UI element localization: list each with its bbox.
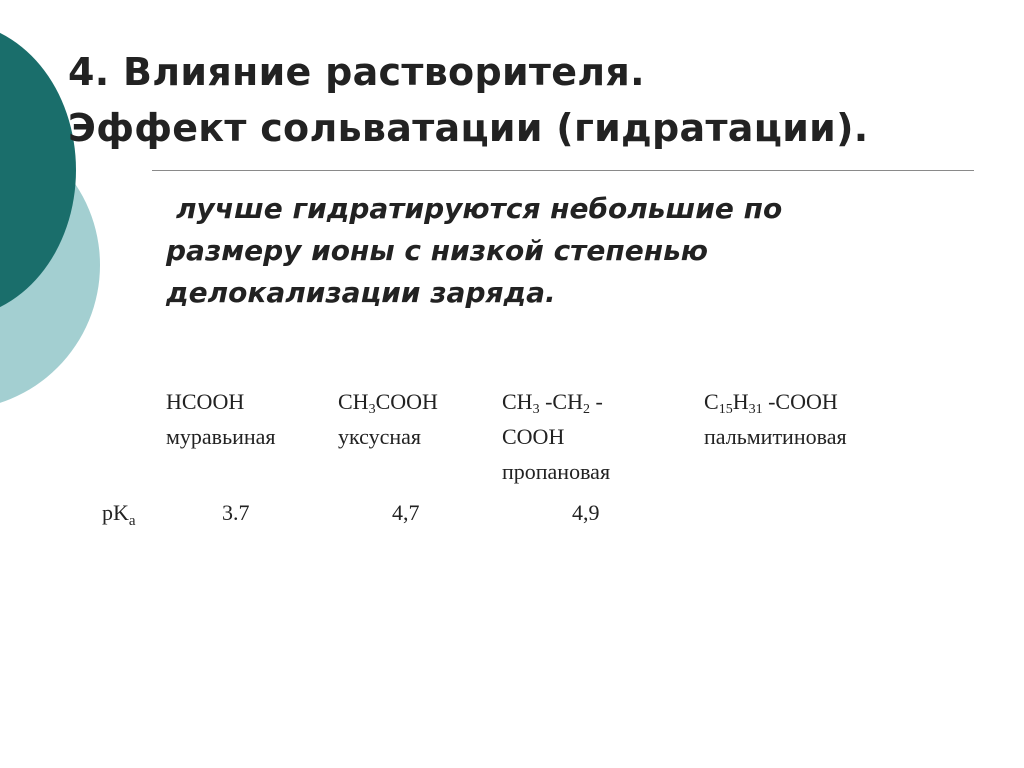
acid-name: пальмитиновая bbox=[704, 424, 847, 449]
slide-title bbox=[68, 44, 868, 156]
acid-acetic bbox=[338, 384, 438, 454]
acid-formula: $C_{15}H_{31}$ -COOH bbox=[704, 389, 838, 417]
body-text bbox=[166, 188, 966, 314]
acid-palmitic bbox=[704, 384, 847, 454]
pka-value-formic: 3.7 bbox=[222, 500, 250, 525]
pka-label: $pK_a$ bbox=[102, 500, 136, 529]
acid-propanoic bbox=[502, 384, 610, 489]
title-line-2: Эффект сольватации (гидратации). bbox=[68, 106, 869, 150]
title-line-1: 4. Влияние растворителя. bbox=[68, 50, 645, 94]
acid-formula: $CH_3$ $-CH_2$ - bbox=[502, 389, 603, 417]
acid-formic bbox=[166, 384, 276, 454]
pka-value-propanoic: 4,9 bbox=[572, 500, 600, 525]
acid-name: пропановая bbox=[502, 459, 611, 484]
acid-name: уксусная bbox=[338, 424, 422, 449]
acid-formula-line-2: COOH bbox=[502, 424, 565, 449]
body-line-1: лучше гидратируются небольшие по bbox=[176, 192, 783, 225]
body-line-3: делокализации заряда. bbox=[166, 276, 556, 309]
acid-formula: HCOOH bbox=[166, 389, 245, 414]
title-divider bbox=[152, 170, 974, 171]
pka-value-acetic: 4,7 bbox=[392, 500, 420, 525]
acid-name: муравьиная bbox=[166, 424, 276, 449]
acid-formula: $CH_3COOH$ bbox=[338, 389, 438, 417]
body-line-2: размеру ионы с низкой степенью bbox=[166, 234, 709, 267]
